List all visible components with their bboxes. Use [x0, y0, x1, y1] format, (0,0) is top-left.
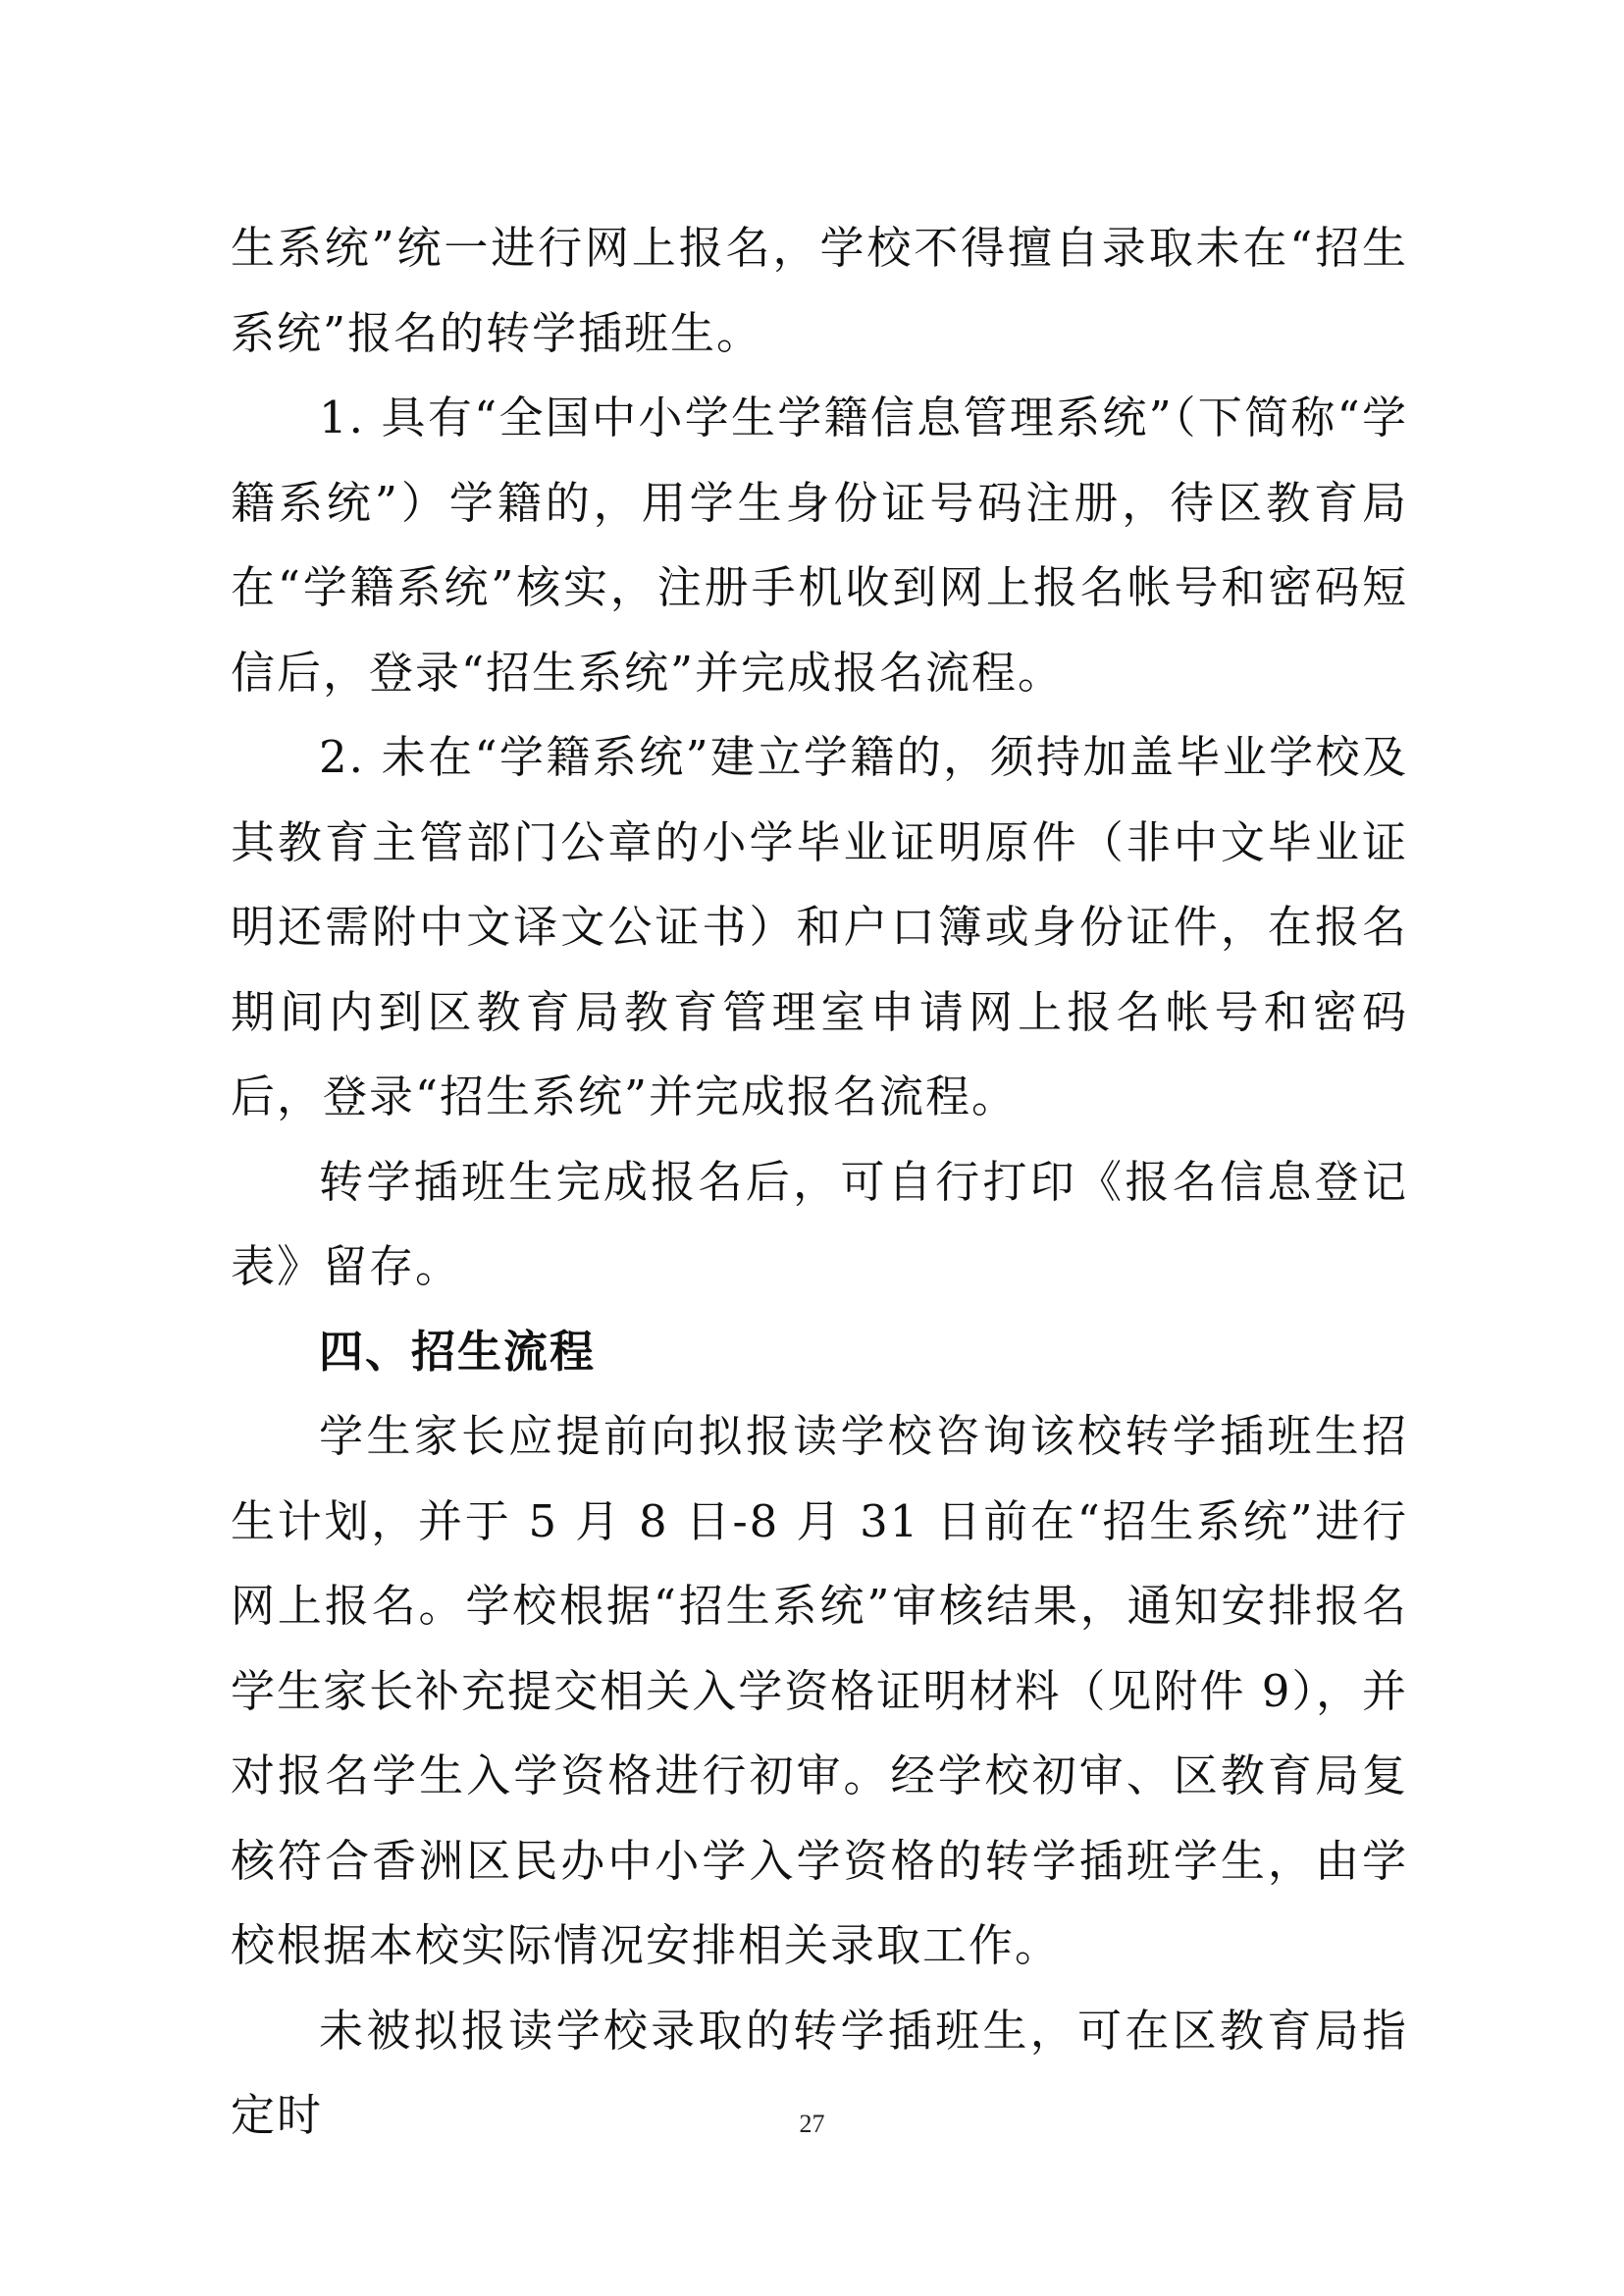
document-body [231, 206, 1408, 2159]
paragraph-not-admitted: 未被拟报读学校录取的转学插班生，可在区教育局指定时 [231, 2004, 1408, 2141]
paragraph-continuation: 生系统”统一进行网上报名，学校不得擅自录取未在“招生系统”报名的转学插班生。 [231, 222, 1408, 359]
paragraph-print-note: 转学插班生完成报名后，可自行打印《报名信息登记表》留存。 [231, 1155, 1408, 1292]
paragraph-item-1: 1. 具有“全国中小学生学籍信息管理系统”（下简称“学籍系统”）学籍的，用学生身份证号码注册，待区教育局在“学籍系统”核实，注册手机收到网上报名帐号和密码短信后，登录“招生系统”并完成报名流程。 [231, 391, 1408, 699]
page-number: 27 [799, 2110, 825, 2138]
paragraph-item-2: 2. 未在“学籍系统”建立学籍的，须持加盖毕业学校及其教育主管部门公章的小学毕业证明原件（非中文毕业证明还需附中文译文公证书）和户口簿或身份证件，在报名期间内到区教育局教育管理室申请网上报名帐号和密码后，登录“招生系统”并完成报名流程。 [231, 731, 1408, 1122]
section-heading: 四、招生流程 [319, 1325, 597, 1378]
paragraph-process: 学生家长应提前向拟报读学校咨询该校转学插班生招生计划，并于 5 月 8 日-8 月 31 日前在“招生系统”进行网上报名。学校根据“招生系统”审核结果，通知安排报名学生家长补充提交相关入学资格证明材料（见附件 9），并对报名学生入学资格进行初审。经学校初审、区教育局复核符合香洲区民办中小学入学资格的转学插班学生，由学校根据本校实际情况安排相关录取工作。 [231, 1410, 1408, 1971]
